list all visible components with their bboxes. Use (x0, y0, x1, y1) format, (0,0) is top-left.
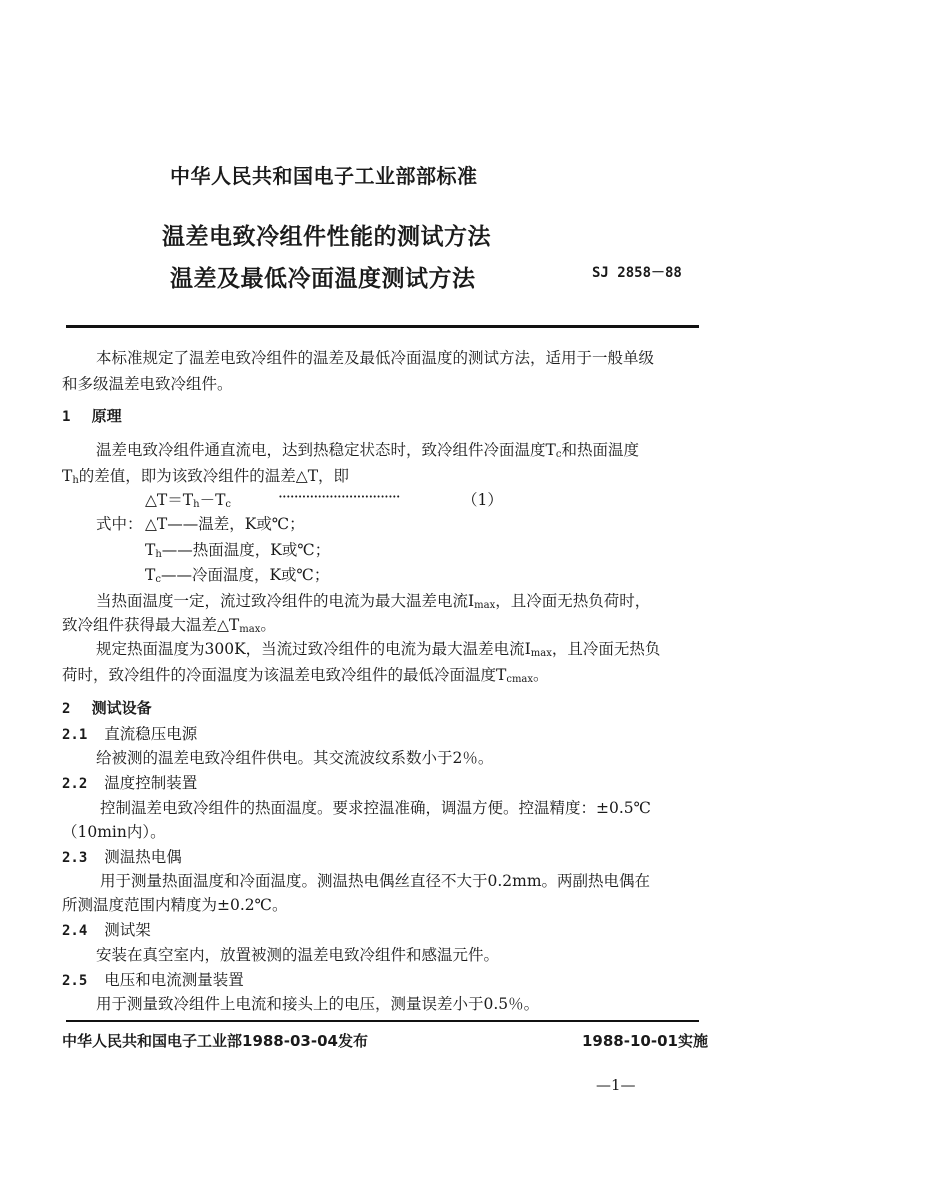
text: ——热面温度，K或℃； (161, 541, 331, 559)
subscript: c (225, 499, 232, 510)
footer-divider (66, 1020, 699, 1022)
text: ——冷面温度，K或℃； (160, 566, 330, 584)
clause-number: 2.2 (62, 776, 88, 792)
text: T (145, 541, 156, 559)
intro-line1: 本标准规定了温差电致冷组件的温差及最低冷面温度的测试方法，适用于一般单级 (96, 349, 655, 367)
clause-2-2-text-line2: （10min内）。 (62, 823, 166, 841)
text: △T＝T (145, 491, 194, 509)
subscript: c (155, 574, 161, 585)
principle-para1-line1 (96, 438, 639, 460)
text: 和热面温度 (561, 441, 639, 459)
clause-number: 2.3 (62, 850, 88, 866)
clause-2-2-text-line1: 控制温差电致冷组件的热面温度。要求控温准确，调温方便。控温精度：±0.5℃ (100, 799, 651, 817)
text: 当热面温度一定，流过致冷组件的电流为最大温差电流I (96, 592, 475, 610)
header-divider (66, 325, 699, 328)
clause-title: 测试架 (104, 921, 151, 939)
clause-title: 温度控制装置 (104, 774, 198, 792)
subscript: max (239, 624, 261, 635)
standard-code: SJ 2858－88 (592, 265, 682, 281)
clause-2-5-text: 用于测量致冷组件上电流和接头上的电压，测量误差小于0.5％。 (96, 995, 540, 1013)
text: 荷时，致冷组件的冷面温度为该温差电致冷组件的最低冷面温度T (62, 666, 507, 684)
clause-number: 2.5 (62, 973, 88, 989)
clause-title: 测温热电偶 (104, 848, 182, 866)
text: ，且冷面无热负荷时， (495, 592, 651, 610)
clause-2-2-heading (62, 771, 197, 793)
clause-2-3-heading (62, 845, 182, 867)
text: 致冷组件获得最大温差△T (62, 616, 240, 634)
clause-2-3-text-line1: 用于测量热面温度和冷面温度。测温热电偶丝直径不大于0.2mm。两副热电偶在 (100, 872, 651, 890)
text: －T (199, 491, 226, 509)
principle-para2-line2 (62, 613, 276, 635)
principle-para3-line2 (62, 663, 549, 685)
subscript: cmax (506, 674, 534, 685)
section1-title: 原理 (91, 407, 122, 425)
formula-leader-dots: ······························· (278, 488, 400, 506)
subscript: h (155, 549, 162, 560)
principle-para3-line1 (96, 637, 660, 659)
clause-title: 电压和电流测量装置 (104, 971, 244, 989)
subscript: max (474, 600, 496, 611)
text: T (62, 467, 73, 485)
issuing-organization: 中华人民共和国电子工业部部标准 (170, 164, 478, 188)
text: ，且冷面无热负 (551, 640, 661, 658)
clause-2-1-text: 给被测的温差电致冷组件供电。其交流波纹系数小于2％。 (96, 749, 494, 767)
text: 。 (260, 616, 276, 634)
effective-statement: 1988-10-01实施 (582, 1032, 708, 1050)
section2-heading (62, 697, 152, 718)
document-title-line1: 温差电致冷组件性能的测试方法 (162, 224, 491, 250)
clause-2-4-heading (62, 918, 151, 940)
clause-title: 直流稳压电源 (104, 725, 198, 743)
section2-number: 2 (62, 701, 71, 717)
issued-statement: 中华人民共和国电子工业部1988-03-04发布 (62, 1032, 368, 1050)
subscript: max (530, 648, 552, 659)
definition-delta-t: △T——温差，K或℃； (145, 515, 305, 533)
definition-tc (145, 563, 329, 585)
clause-2-4-text: 安装在真空室内，放置被测的温差电致冷组件和感温元件。 (96, 946, 500, 964)
principle-para2-line1 (96, 589, 650, 611)
document-title-line2: 温差及最低冷面温度测试方法 (170, 266, 476, 292)
clause-number: 2.1 (62, 727, 88, 743)
formula-1 (145, 488, 231, 510)
clause-2-5-heading (62, 968, 244, 990)
section1-number: 1 (62, 409, 71, 425)
clause-2-1-heading (62, 722, 197, 744)
page-number: —1— (596, 1076, 636, 1094)
section2-title: 测试设备 (91, 699, 152, 717)
clause-2-3-text-line2: 所测温度范围内精度为±0.2℃。 (62, 896, 288, 914)
subscript: h (72, 475, 79, 486)
text: 的差值，即为该致冷组件的温差△T，即 (78, 467, 350, 485)
text: 。 (533, 666, 549, 684)
clause-number: 2.4 (62, 923, 88, 939)
definition-th (145, 538, 330, 560)
section1-heading (62, 405, 122, 426)
formula-number: （1） (462, 491, 503, 509)
principle-para1-line2 (62, 464, 349, 486)
where-label: 式中： (96, 515, 143, 533)
text: 温差电致冷组件通直流电，达到热稳定状态时，致冷组件冷面温度T (96, 441, 556, 459)
subscript: h (193, 499, 200, 510)
text: T (145, 566, 156, 584)
intro-line2: 和多级温差电致冷组件。 (62, 375, 233, 393)
text: 规定热面温度为300K，当流过致冷组件的电流为最大温差电流I (96, 640, 531, 658)
subscript: c (555, 449, 562, 460)
